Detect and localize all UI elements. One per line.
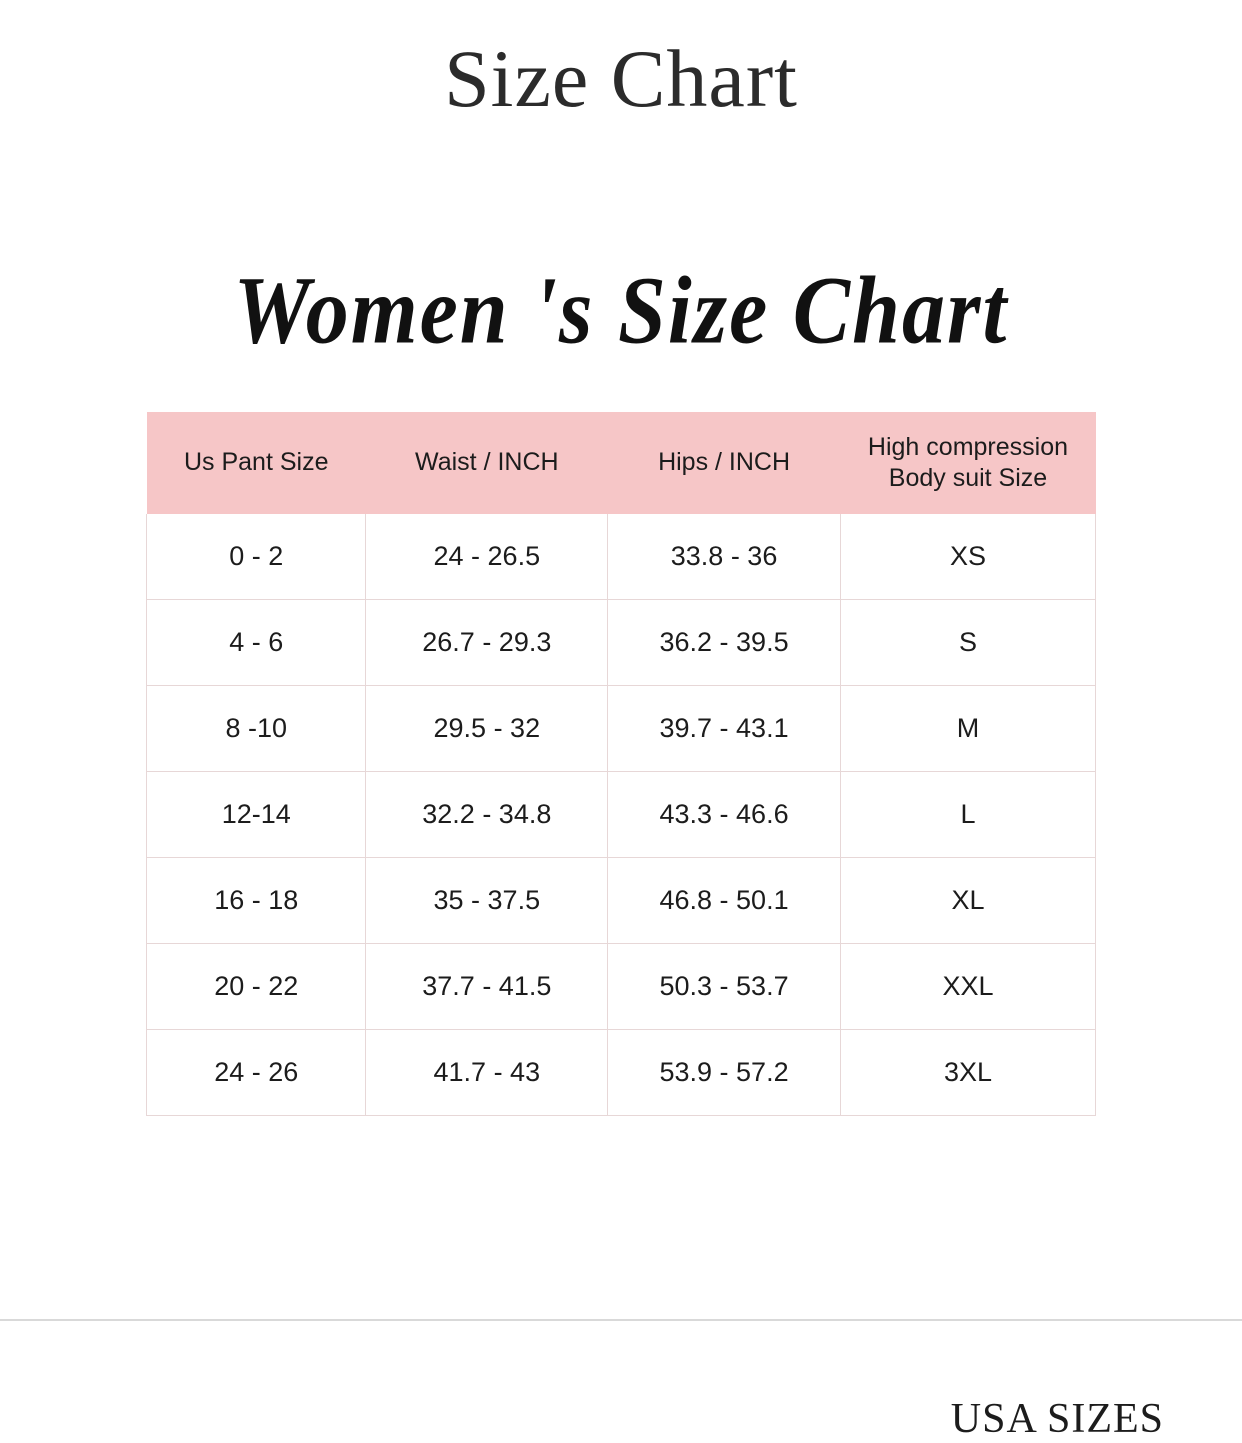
cell-waist: 26.7 - 29.3 — [366, 599, 608, 685]
chart-script-heading: Women 's Size Chart — [233, 256, 1009, 364]
cell-bodysuit-size: S — [840, 599, 1095, 685]
cell-waist: 41.7 - 43 — [366, 1029, 608, 1115]
cell-hips: 43.3 - 46.6 — [608, 771, 841, 857]
cell-us-pant-size: 24 - 26 — [147, 1029, 366, 1115]
size-table-wrapper — [146, 412, 1096, 1116]
cell-hips: 53.9 - 57.2 — [608, 1029, 841, 1115]
cell-hips: 39.7 - 43.1 — [608, 685, 841, 771]
table-row — [147, 1029, 1096, 1115]
cell-waist: 29.5 - 32 — [366, 685, 608, 771]
table-row — [147, 771, 1096, 857]
cell-waist: 37.7 - 41.5 — [366, 943, 608, 1029]
table-row — [147, 943, 1096, 1029]
table-row — [147, 599, 1096, 685]
cell-bodysuit-size: M — [840, 685, 1095, 771]
column-header-us-pant-size: Us Pant Size — [147, 412, 366, 514]
cell-bodysuit-size: XXL — [840, 943, 1095, 1029]
cell-waist: 24 - 26.5 — [366, 514, 608, 600]
cell-bodysuit-size: XL — [840, 857, 1095, 943]
table-header-row — [147, 412, 1096, 514]
column-header-bodysuit-size: High compression Body suit Size — [840, 412, 1095, 514]
size-table — [146, 412, 1096, 1116]
cell-us-pant-size: 16 - 18 — [147, 857, 366, 943]
cell-us-pant-size: 12-14 — [147, 771, 366, 857]
column-header-hips: Hips / INCH — [608, 412, 841, 514]
column-header-waist: Waist / INCH — [366, 412, 608, 514]
size-chart-block — [0, 255, 1242, 1442]
table-row — [147, 857, 1096, 943]
size-table-header — [147, 412, 1096, 514]
cell-us-pant-size: 8 -10 — [147, 685, 366, 771]
cell-hips: 50.3 - 53.7 — [608, 943, 841, 1029]
cell-us-pant-size: 0 - 2 — [147, 514, 366, 600]
cell-bodysuit-size: 3XL — [840, 1029, 1095, 1115]
cell-hips: 46.8 - 50.1 — [608, 857, 841, 943]
usa-sizes-label: USA SIZES — [950, 1396, 1164, 1442]
page-title: Size Chart — [444, 33, 798, 124]
table-row — [147, 685, 1096, 771]
cell-hips: 36.2 - 39.5 — [608, 599, 841, 685]
cell-waist: 32.2 - 34.8 — [366, 771, 608, 857]
cell-us-pant-size: 20 - 22 — [147, 943, 366, 1029]
cell-us-pant-size: 4 - 6 — [147, 599, 366, 685]
cell-bodysuit-size: L — [840, 771, 1095, 857]
cell-hips: 33.8 - 36 — [608, 514, 841, 600]
size-table-body — [147, 514, 1096, 1116]
table-row — [147, 514, 1096, 600]
cell-bodysuit-size: XS — [840, 514, 1095, 600]
cell-waist: 35 - 37.5 — [366, 857, 608, 943]
